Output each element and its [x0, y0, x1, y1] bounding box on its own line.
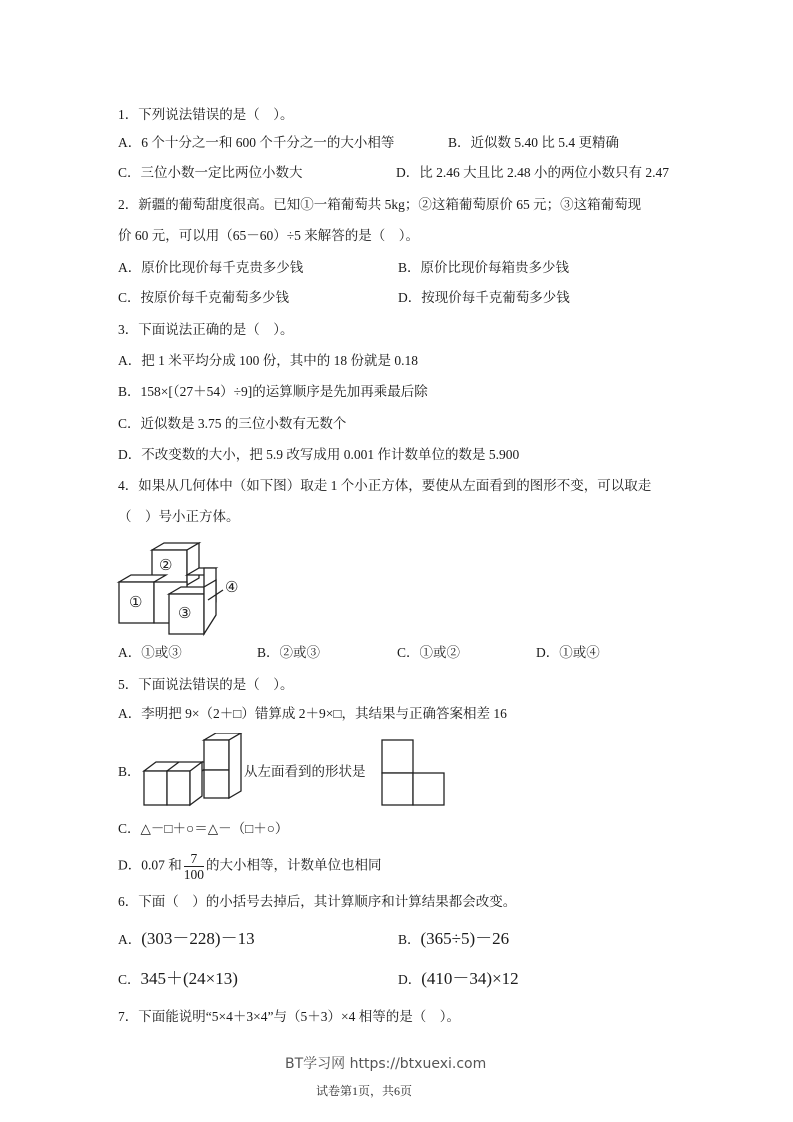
q4-cube-figure [115, 540, 255, 638]
q4-option-c: C．①或② [397, 645, 461, 660]
q6-option-c [118, 970, 238, 989]
cube-label-2: ② [159, 558, 173, 574]
expression: (303－228)－13 [141, 929, 255, 948]
page-footer: 试卷第1页，共6页 [316, 1084, 413, 1098]
q2-option-d: D．按现价每千克葡萄多少钱 [398, 290, 570, 305]
q5-option-d [118, 851, 382, 882]
q5-d-prefix: D．0.07 和 [118, 857, 182, 873]
q6-option-d [398, 970, 519, 989]
q3-stem: 3．下面说法正确的是（ ）。 [118, 322, 294, 337]
fraction-denominator: 100 [183, 867, 204, 882]
q1-option-a: A．6 个十分之一和 600 个千分之一的大小相等 [118, 135, 395, 150]
expression: (365÷5)－26 [420, 929, 510, 948]
expression: (410－34)×12 [421, 969, 519, 988]
cube-label-3: ③ [178, 606, 192, 622]
q5-option-a: A．李明把 9×（2＋□）错算成 2＋9×□，其结果与正确答案相差 16 [118, 706, 507, 721]
q3-option-b: B．158×[（27＋54）÷9]的运算顺序是先加再乘最后除 [118, 384, 428, 399]
q2-option-b: B．原价比现价每箱贵多少钱 [398, 260, 570, 275]
q5-cube-figure [140, 733, 245, 813]
q3-option-c: C．近似数是 3.75 的三位小数有无数个 [118, 416, 347, 431]
q1-stem: 1．下列说法错误的是（ ）。 [118, 107, 294, 122]
q2-option-a: A．原价比现价每千克贵多少钱 [118, 260, 304, 275]
q5-option-c: C．△－□＋○＝△－（□＋○） [118, 821, 289, 836]
q4-stem-line2: （ ）号小正方体。 [118, 509, 240, 524]
q6-stem: 6．下面（ ）的小括号去掉后，其计算顺序和计算结果都会改变。 [118, 894, 517, 909]
q5-d-suffix: 的大小相等，计数单位也相同 [206, 857, 382, 873]
q5-option-b-label: B． [118, 764, 141, 779]
expression: 345＋(24×13) [140, 969, 238, 988]
q5-option-b-text: 从左面看到的形状是 [244, 764, 366, 779]
q4-option-a: A．①或③ [118, 645, 182, 660]
q5-stem: 5．下面说法错误的是（ ）。 [118, 677, 294, 692]
q5-left-view-figure [380, 738, 450, 808]
cube-label-1: ① [129, 595, 143, 611]
q3-option-a: A．把 1 米平均分成 100 份，其中的 18 份就是 0.18 [118, 353, 418, 368]
option-label: C． [118, 972, 141, 987]
option-label: A． [118, 932, 142, 947]
q4-option-d: D．①或④ [536, 645, 600, 660]
q4-option-b: B．②或③ [257, 645, 321, 660]
watermark: BT学习网 https://btxuexi.com [285, 1056, 487, 1072]
q2-stem-line2: 价 60 元，可以用（65－60）÷5 来解答的是（ ）。 [118, 228, 420, 243]
q2-stem-line1: 2．新疆的葡萄甜度很高。已知①一箱葡萄共 5kg；②这箱葡萄原价 65 元；③这箱葡萄现 [118, 197, 642, 212]
cube-label-4: ④ [225, 580, 239, 596]
q7-stem: 7．下面能说明“5×4＋3×4”与（5＋3）×4 相等的是（ ）。 [118, 1009, 460, 1024]
q1-option-b: B．近似数 5.40 比 5.4 更精确 [448, 135, 620, 150]
q2-option-c: C．按原价每千克葡萄多少钱 [118, 290, 290, 305]
q4-stem-line1: 4．如果从几何体中（如下图）取走 1 个小正方体，要使从左面看到的图形不变，可以取走 [118, 478, 652, 493]
q6-option-a [118, 930, 255, 949]
option-label: D． [398, 972, 422, 987]
q1-option-d: D．比 2.46 大且比 2.48 小的两位小数只有 2.47 [396, 165, 669, 180]
q1-option-c: C．三位小数一定比两位小数大 [118, 165, 303, 180]
fraction [184, 851, 204, 882]
option-label: B． [398, 932, 421, 947]
fraction-numerator: 7 [184, 851, 204, 867]
q3-option-d: D．不改变数的大小，把 5.9 改写成用 0.001 作计数单位的数是 5.900 [118, 447, 520, 462]
q6-option-b [398, 930, 509, 949]
